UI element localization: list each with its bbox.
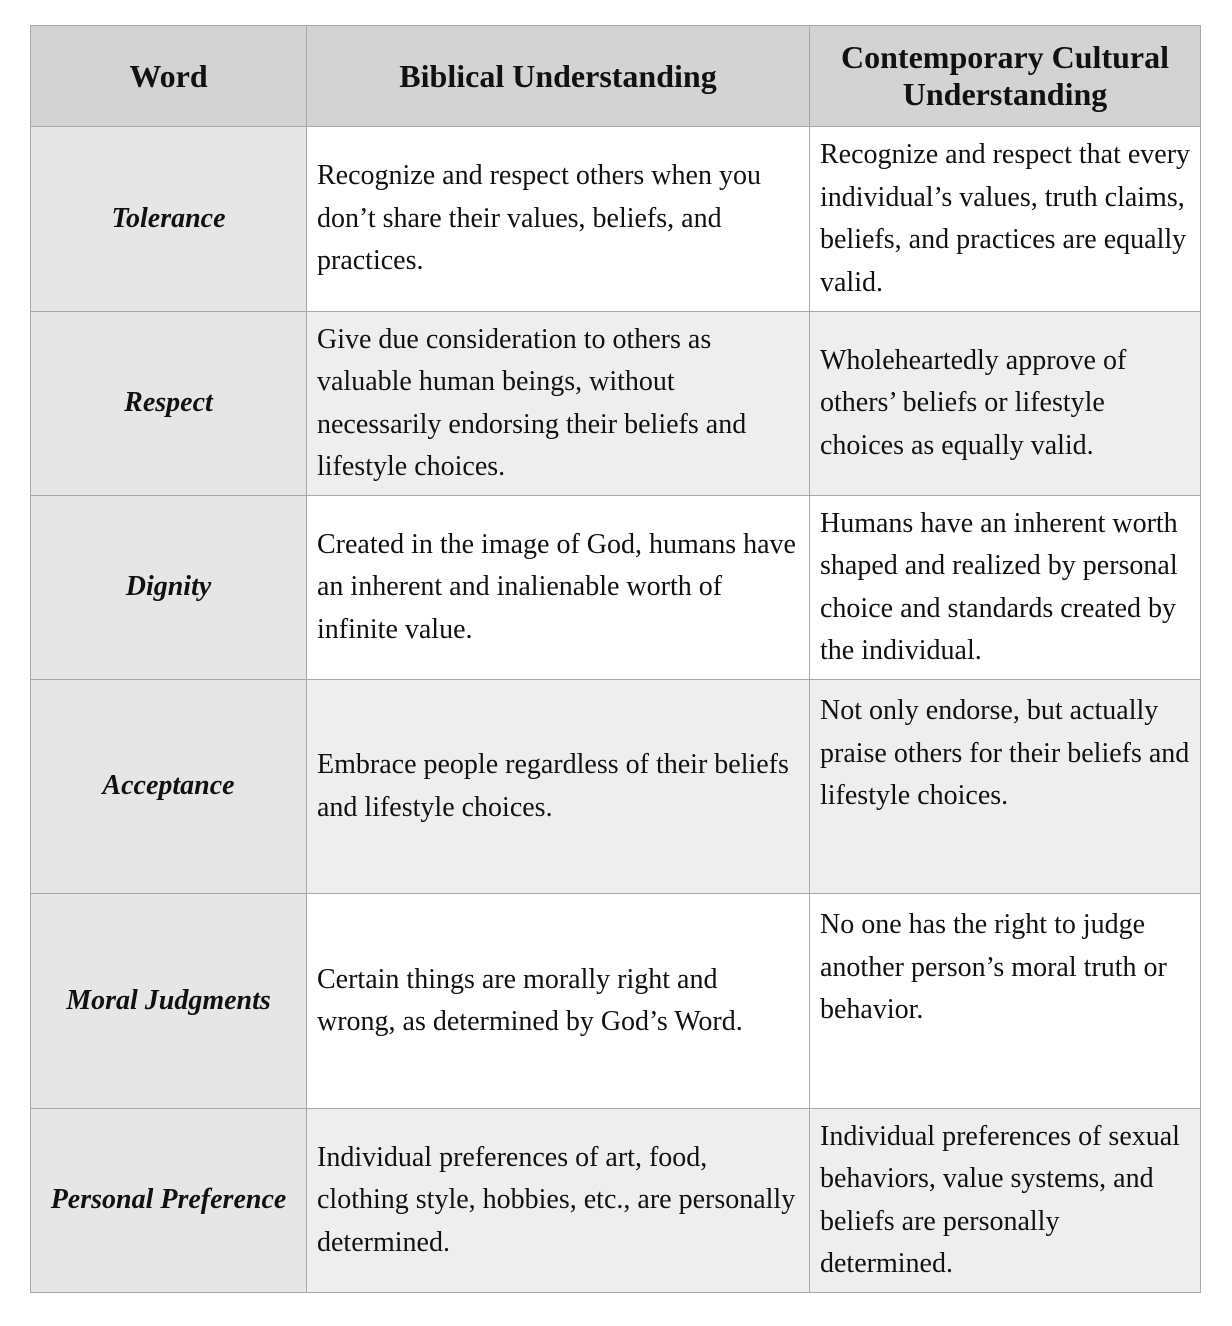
contemporary-cell: No one has the right to judge another person’s moral truth or behavior. [810, 894, 1201, 1109]
header-contemporary: Contemporary Cultural Understanding [810, 26, 1201, 127]
table-row [31, 127, 1201, 312]
word-cell: Acceptance [31, 680, 307, 894]
word-cell: Respect [31, 312, 307, 496]
table-body [31, 127, 1201, 1293]
word-cell: Personal Preference [31, 1109, 307, 1293]
header-biblical: Biblical Understanding [307, 26, 810, 127]
word-cell: Moral Judgments [31, 894, 307, 1109]
biblical-cell: Recognize and respect others when you don’t share their values, beliefs, and practices. [307, 127, 810, 312]
table-row [31, 894, 1201, 1109]
contemporary-cell: Recognize and respect that every individual’s values, truth claims, beliefs, and practices are equally valid. [810, 127, 1201, 312]
biblical-cell: Certain things are morally right and wrong, as determined by God’s Word. [307, 894, 810, 1109]
contemporary-cell: Humans have an inherent worth shaped and realized by personal choice and standards created by the individual. [810, 496, 1201, 680]
biblical-cell: Embrace people regardless of their beliefs and lifestyle choices. [307, 680, 810, 894]
contemporary-cell: Wholeheartedly approve of others’ beliefs or lifestyle choices as equally valid. [810, 312, 1201, 496]
table-row [31, 496, 1201, 680]
contemporary-cell: Individual preferences of sexual behaviors, value systems, and beliefs are personally determined. [810, 1109, 1201, 1293]
header-row [31, 26, 1201, 127]
comparison-table [30, 25, 1201, 1293]
header-word: Word [31, 26, 307, 127]
contemporary-cell: Not only endorse, but actually praise others for their beliefs and lifestyle choices. [810, 680, 1201, 894]
biblical-cell: Individual preferences of art, food, clothing style, hobbies, etc., are personally determined. [307, 1109, 810, 1293]
biblical-cell: Give due consideration to others as valuable human beings, without necessarily endorsing their beliefs and lifestyle choices. [307, 312, 810, 496]
word-cell: Tolerance [31, 127, 307, 312]
table-row [31, 1109, 1201, 1293]
biblical-cell: Created in the image of God, humans have an inherent and inalienable worth of infinite value. [307, 496, 810, 680]
table-row [31, 680, 1201, 894]
table-row [31, 312, 1201, 496]
word-cell: Dignity [31, 496, 307, 680]
table-header [31, 26, 1201, 127]
